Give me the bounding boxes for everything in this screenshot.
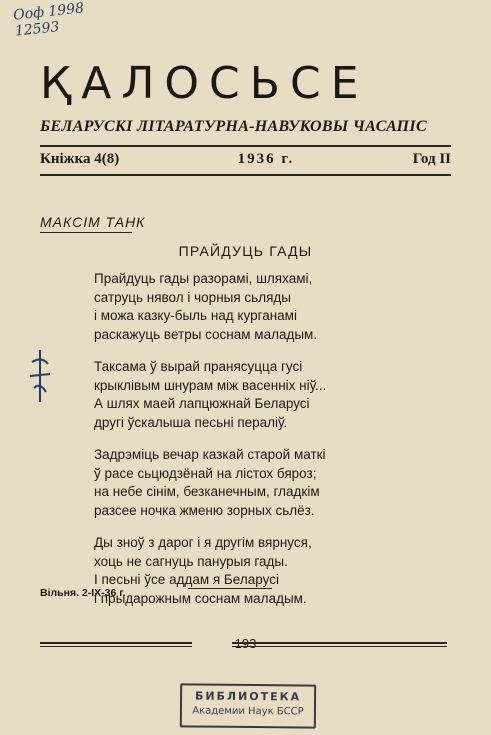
poem-line: на небе сінім, безканечным, гладкім	[94, 484, 320, 499]
poem-line: другі ўскалыша песьні пераліў.	[94, 414, 288, 430]
poem-line: крыклівым шнурам між васенніх ніў...	[94, 377, 327, 393]
stamp-line: БИБЛИОТЕКА	[194, 689, 302, 704]
poem-line: Задрэміць вечар казкай старой маткі	[94, 447, 326, 462]
page-number-rule-right	[232, 642, 447, 644]
poem-title: ПРАЙДУЦЬ ГАДЫ	[178, 243, 313, 259]
poem-body	[94, 270, 454, 622]
poem-line: раскажуць ветры соснам маладым.	[94, 326, 318, 342]
stanza	[94, 270, 454, 344]
stamp-line: Академии Наук БССР	[192, 705, 304, 718]
dateline: Вільня. 2-IX-36 г.	[40, 587, 126, 599]
handwritten-line: 12593	[14, 19, 61, 40]
header-rule-bottom	[40, 174, 451, 176]
journal-title: ҚАЛОСЬСЕ	[40, 58, 369, 109]
poem-line: і прыдарожным соснам маладым.	[94, 590, 307, 606]
poem-line: І песьні ўсе аддам я Беларусі	[94, 572, 279, 587]
poem-line: і можа казку-быль над курганамі	[94, 308, 297, 323]
handwritten-margin-mark	[26, 348, 54, 404]
header-rule	[40, 145, 451, 147]
poem-line: сатруць нявол і чорныя сьляды	[94, 289, 291, 305]
poem-line: А шлях маей лапцюжнай Беларусі	[94, 396, 310, 411]
issue-year: 1936 г.	[237, 151, 295, 167]
page-number: 193	[234, 636, 257, 651]
poem-author: МАКСІМ ТАНК	[40, 214, 146, 230]
journal-subtitle: БЕЛАРУСКІ ЛІТАРАТУРНА-НАВУКОВЫ ЧАСАПІС	[40, 118, 427, 135]
poem-line: Таксама ў вырай пранясуцца гусі	[94, 359, 303, 374]
issue-volume: Год II	[412, 151, 451, 167]
poem-line: хоць не сагнуць панурыя гады.	[94, 553, 288, 569]
poem-line: разсее ночка жменю зорных сьлёз.	[94, 502, 315, 518]
issue-book: Кніжка 4(8)	[40, 151, 120, 167]
stanza	[94, 534, 454, 608]
issue-info	[40, 151, 451, 168]
handwritten-line: Ооф 1998	[12, 0, 85, 24]
poem-line: Прайдуць гады разорамі, шляхамі,	[94, 271, 313, 286]
page-number-rule-right-thin	[232, 646, 447, 647]
poem-end-rule	[188, 588, 272, 589]
poem-line: Ды зноў з дарог і я другім вярнуся,	[94, 535, 312, 550]
stanza	[94, 446, 454, 520]
poem-line: ў расе сьцюдзёнай на лістох бяроз;	[94, 465, 317, 481]
author-underline	[40, 232, 132, 233]
handwritten-catalog-note	[13, 0, 87, 39]
library-stamp	[180, 683, 316, 728]
stanza	[94, 358, 454, 432]
